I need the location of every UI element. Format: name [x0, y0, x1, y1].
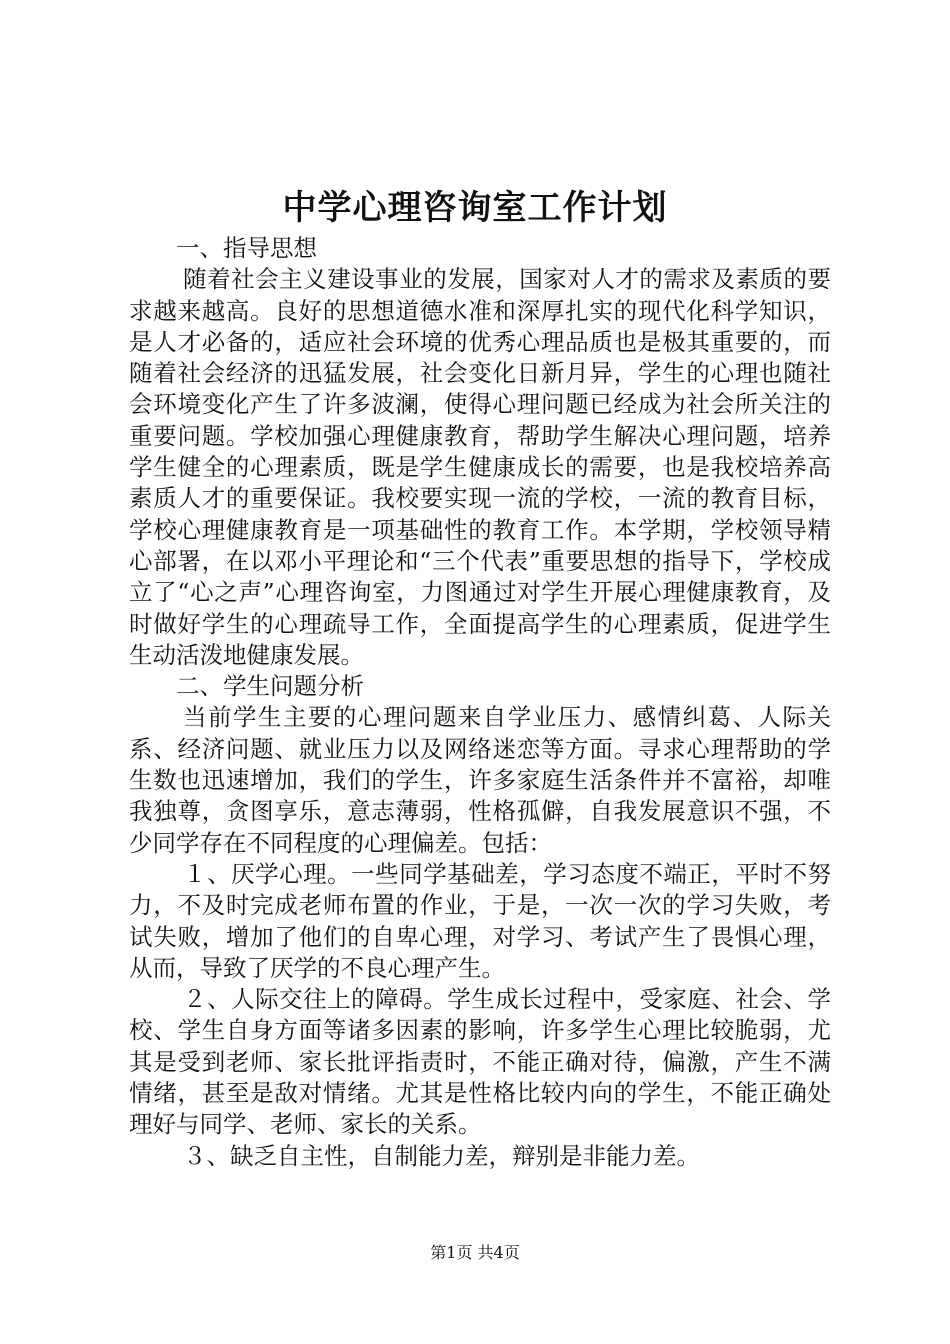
- paragraph: 随着社会主义建设事业的发展，国家对人才的需求及素质的要求越来越高。良好的思想道德水准和深厚扎实的现代化科学知识，是人才必备的，适应社会环境的优秀心理品质也是极其重要的，而随着社会经济的迅猛发展，社会变化日新月异，学生的心理也随社会环境变化产生了许多波澜，使得心理问题已经成为社会所关注的重要问题。学校加强心理健康教育，帮助学生解决心理问题，培养学生健全的心理素质，既是学生健康成长的需要，也是我校培养高素质人才的重要保证。我校要实现一流的学校，一流的教育目标，学校心理健康教育是一项基础性的教育工作。本学期，学校领导精心部署，在以邓小平理论和“三个代表”重要思想的指导下，学校成立了“心之声”心理咨询室，力图通过对学生开展心理健康教育，及时做好学生的心理疏导工作，全面提高学生的心理素质，促进学生生动活泼地健康发展。: [129, 265, 831, 669]
- section-heading: 二、学生问题分析: [176, 672, 364, 701]
- page-number: 第1页 共4页: [430, 1243, 520, 1262]
- document-title: 中学心理咨询室工作计划: [282, 188, 668, 228]
- section-heading: 一、指导思想: [176, 234, 317, 262]
- document-body: [129, 233, 831, 1172]
- list-item: １、厌学心理。一些同学基础差，学习态度不端正，平时不努力，不及时完成老师布置的作业，于是，一次一次的学习失败，考试失败，增加了他们的自卑心理，对学习、考试产生了畏惧心理，从而，导致了厌学的不良心理产生。: [129, 859, 831, 982]
- list-item: ３、缺乏自主性，自制能力差，辩别是非能力差。: [183, 1141, 701, 1170]
- paragraph: 当前学生主要的心理问题来自学业压力、感情纠葛、人际关系、经济问题、就业压力以及网络迷恋等方面。寻求心理帮助的学生数也迅速增加，我们的学生，许多家庭生活条件并不富裕，却唯我独尊，贪图享乐，意志薄弱，性格孤僻，自我发展意识不强，不少同学存在不同程度的心理偏差。包括：: [129, 703, 831, 857]
- list-item: ２、人际交往上的障碍。学生成长过程中，受家庭、社会、学校、学生自身方面等诸多因素的影响，许多学生心理比较脆弱，尤其是受到老师、家长批评指责时，不能正确对待，偏激，产生不满情绪，甚至是敌对情绪。尤其是性格比较内向的学生，不能正确处理好与同学、老师、家长的关系。: [129, 985, 831, 1139]
